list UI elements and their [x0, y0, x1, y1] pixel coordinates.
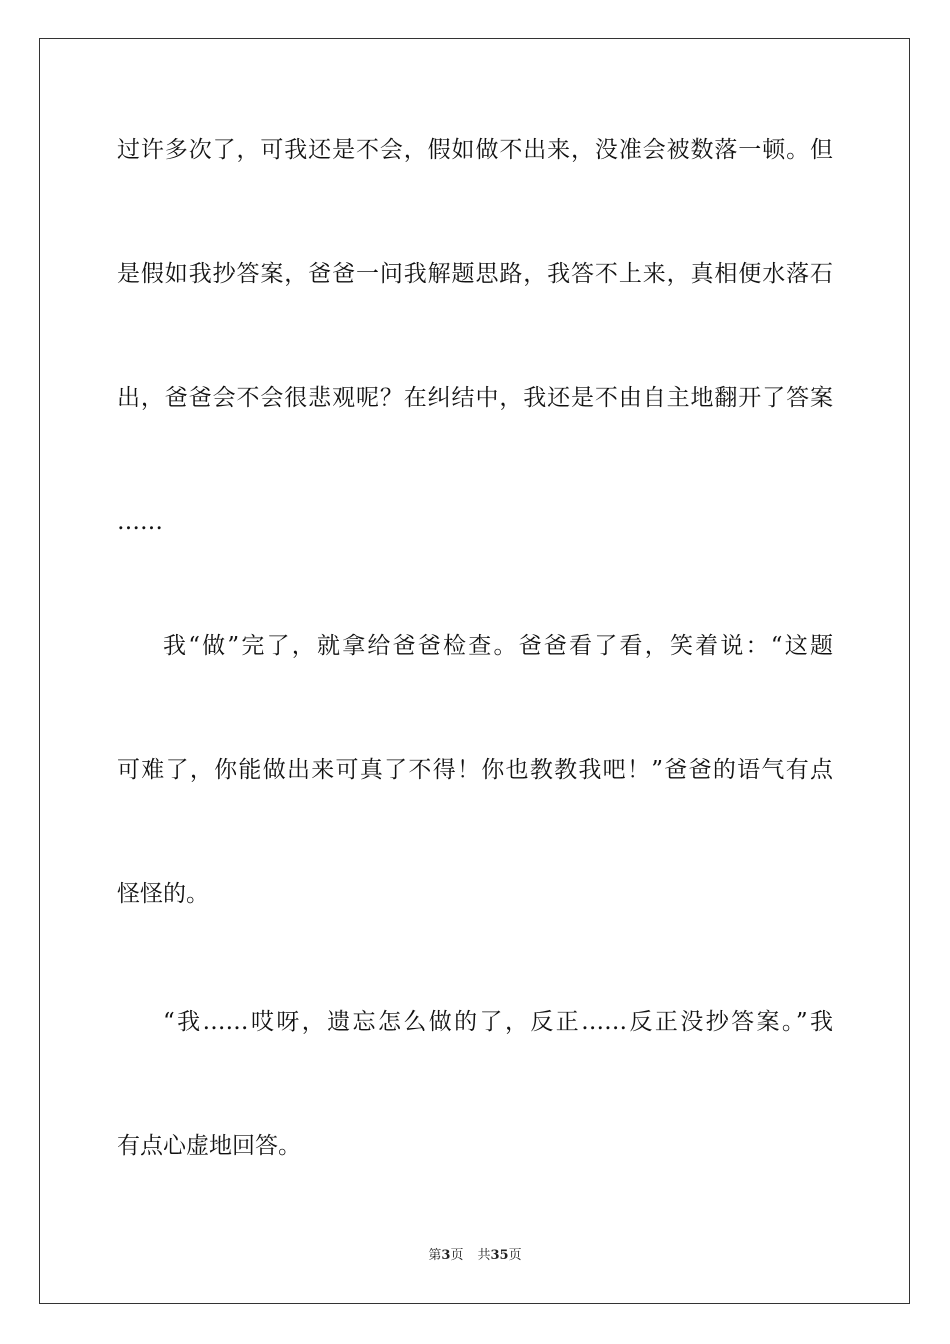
text-line: 有点心虚地回答。: [117, 1133, 301, 1159]
page-number: 3: [441, 1248, 451, 1263]
page-suffix: 页: [450, 1248, 464, 1263]
total-pages: 35: [490, 1248, 509, 1263]
text-line: ……: [117, 509, 163, 535]
text-line: 出，爸爸会不会很悲观呢？在纠结中，我还是不由自主地翻开了答案: [117, 385, 833, 411]
page-prefix: 第: [428, 1248, 442, 1263]
total-suffix: 页: [508, 1248, 522, 1263]
text-line: 我“做”完了，就拿给爸爸检查。爸爸看了看，笑着说：“这题: [163, 633, 833, 659]
text-line: 可难了，你能做出来可真了不得！你也教教我吧！”爸爸的语气有点: [117, 757, 833, 783]
text-line: 怪怪的。: [117, 881, 209, 907]
text-line: 是假如我抄答案，爸爸一问我解题思路，我答不上来，真相便水落石: [117, 261, 833, 287]
page-footer: [0, 1248, 950, 1264]
total-prefix: 共: [477, 1248, 491, 1263]
text-line: 过许多次了，可我还是不会，假如做不出来，没准会被数落一顿。但: [117, 137, 833, 163]
page-border: [39, 38, 910, 1304]
text-line: “我……哎呀，遗忘怎么做的了，反正……反正没抄答案。”我: [163, 1009, 833, 1035]
